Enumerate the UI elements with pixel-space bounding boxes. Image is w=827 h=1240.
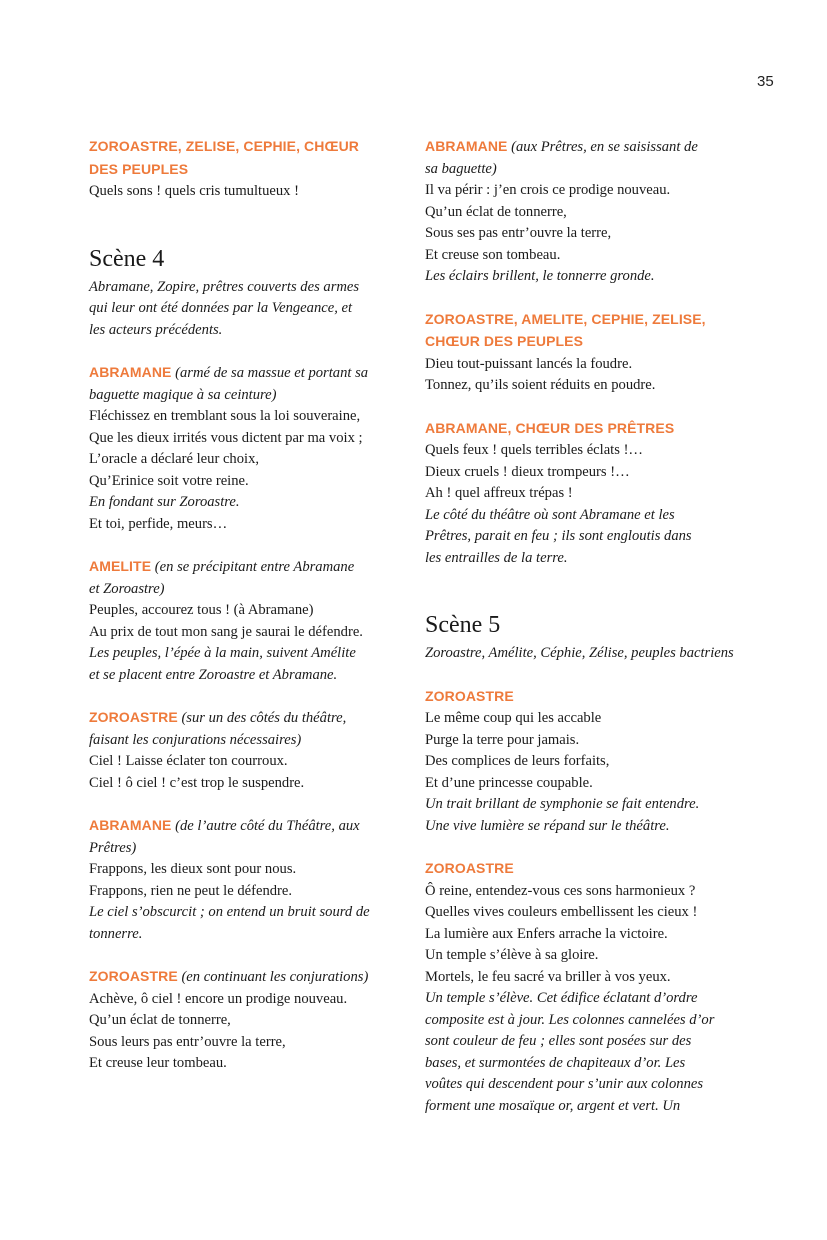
stage-direction-inline: (sur un des côtés du théâtre, [177,710,347,726]
verse-line: Mortels, le feu sacré va briller à vos yeux. [425,968,671,985]
speaker-line [89,556,409,579]
verse-line: L’oracle a déclaré leur choix, [89,451,260,467]
stage-direction: les acteurs précédents. [89,321,223,338]
verse-line: La lumière aux Enfers arrache la victoire. [425,925,668,942]
stage-direction: Une vive lumière se répand sur le théâtre. [425,817,670,834]
verse-line: Quels sons ! quels cris tumultueux ! [89,183,299,199]
speaker-line [89,136,409,159]
speaker-name: ZOROASTRE, AMELITE, CEPHIE, ZELISE, [425,310,706,327]
verse-line: Sous leurs pas entr’ouvre la terre, [89,1033,286,1050]
speaker-line [425,418,755,441]
speaker-line [89,815,409,838]
verse-line: Peuples, accourez tous ! (à Abramane) [89,602,314,618]
speaker-line [425,686,755,709]
verse-line: Et d’une princesse coupable. [425,774,593,791]
stage-direction: voûtes qui descendent pour s’unir aux colonnes [425,1076,704,1092]
stage-direction-inline: (aux Prêtres, en se saisissant de [507,139,698,155]
verse-line: Qu’un éclat de tonnerre, [89,1012,231,1028]
verse-line: Et creuse leur tombeau. [89,1055,227,1071]
page-number: 35 [757,73,774,90]
stage-direction: Un trait brillant de symphonie se fait entendre. [425,796,700,812]
stage-direction: Le côté du théâtre où sont Abramane et les [425,506,675,523]
spacer [425,288,755,309]
speaker-name: ABRAMANE [425,138,508,154]
speaker-name: ZOROASTRE, ZELISE, CEPHIE, CHŒUR [89,138,359,154]
speaker-name: ABRAMANE, CHŒUR DES PRÊTRES [425,419,675,436]
stage-direction: composite est à jour. Les colonnes cannelées d’or [425,1011,715,1028]
speaker-line [425,331,755,354]
verse-line: Dieux cruels ! dieux trompeurs !… [425,463,630,480]
stage-direction: Les éclairs brillent, le tonnerre gronde. [425,268,655,284]
speaker-name: ZOROASTRE [425,687,514,704]
stage-direction: Prêtres, parait en feu ; ils sont engloutis dans [425,528,692,544]
speaker-name: ZOROASTRE [425,860,514,876]
spacer [89,945,409,966]
spacer [89,341,409,362]
speaker-line [425,858,755,881]
spacer [425,837,755,858]
spacer [89,203,409,245]
spacer [425,665,755,686]
left-column [89,136,409,1075]
verse-line: Dieu tout-puissant lancés la foudre. [425,355,633,372]
verse-line: Achève, ô ciel ! encore un prodige nouveau. [89,990,348,1007]
speaker-name: CHŒUR DES PEUPLES [425,333,584,349]
stage-direction: Les peuples, l’épée à la main, suivent Amélite [89,645,356,661]
verse-line: Frappons, les dieux sont pour nous. [89,861,297,877]
verse-line: Des complices de leurs forfaits, [425,753,610,769]
stage-direction: Prêtres) [89,839,137,856]
speaker-name: AMELITE [89,558,152,574]
speaker-line [89,159,409,182]
stage-direction-inline: (en continuant les conjurations) [177,969,369,985]
verse-line: Ciel ! Laisse éclater ton courroux. [89,753,288,769]
verse-line: Tonnez, qu’ils soient réduits en poudre. [425,377,656,393]
verse-line: Sous ses pas entr’ouvre la terre, [425,225,612,241]
stage-direction: sa baguette) [425,160,497,177]
verse-line: Il va périr : j’en crois ce prodige nouveau. [425,182,671,198]
verse-line: Quels feux ! quels terribles éclats !… [425,442,644,458]
verse-line: Un temple s’élève à sa gloire. [425,947,599,963]
verse-line: Ciel ! ô ciel ! c’est trop le suspendre. [89,774,305,791]
verse-line: Et creuse son tombeau. [425,246,561,263]
verse-line: Qu’un éclat de tonnerre, [425,203,567,220]
stage-direction-inline: (en se précipitant entre Abramane [151,559,355,575]
speaker-line [425,136,755,159]
right-column [425,136,755,1117]
verse-line: Le même coup qui les accable [425,710,602,726]
verse-line: Ah ! quel affreux trépas ! [425,485,573,501]
stage-direction: Abramane, Zopire, prêtres couverts des armes [89,278,360,295]
stage-direction: et se placent entre Zoroastre et Abramane. [89,666,338,683]
speaker-line [89,362,409,385]
stage-direction: tonnerre. [89,925,143,942]
stage-direction: les entrailles de la terre. [425,549,568,566]
stage-direction: Le ciel s’obscurcit ; on entend un bruit sourd de [89,904,370,920]
stage-direction: Un temple s’élève. Cet édifice éclatant d’ordre [425,990,698,1006]
stage-direction: forment une mosaïque or, argent et vert. Un [425,1097,681,1114]
stage-direction: qui leur ont été données par la Vengeance, et [89,300,353,316]
spacer [425,569,755,611]
speaker-name: ABRAMANE [89,817,172,833]
speaker-line [89,966,409,989]
scene-heading: Scène 4 [89,245,165,272]
verse-line: Ô reine, entendez-vous ces sons harmonieux ? [425,882,696,899]
stage-direction-inline: (armé de sa massue et portant sa [171,365,369,381]
spacer [89,535,409,556]
verse-line: Frappons, rien ne peut le défendre. [89,882,293,899]
stage-direction: et Zoroastre) [89,580,165,597]
verse-line: Au prix de tout mon sang je saurai le défendre. [89,623,363,640]
stage-direction: Zoroastre, Amélite, Céphie, Zélise, peuples bactriens [425,645,734,661]
spacer [425,397,755,418]
verse-line: Quelles vives couleurs embellissent les cieux ! [425,904,698,920]
stage-direction: baguette magique à sa ceinture) [89,386,277,403]
speaker-name: ZOROASTRE [89,968,178,984]
verse-line: Que les dieux irrités vous dictent par ma voix ; [89,429,363,446]
spacer [89,794,409,815]
spacer [89,686,409,707]
verse-line: Et toi, perfide, meurs… [89,515,228,532]
stage-direction-inline: (de l’autre côté du Théâtre, aux [171,818,360,834]
speaker-line [425,309,755,332]
stage-direction: En fondant sur Zoroastre. [89,494,240,510]
verse-line: Fléchissez en tremblant sous la loi souveraine, [89,408,361,424]
scene-heading: Scène 5 [425,612,501,638]
verse-line: Qu’Erinice soit votre reine. [89,472,249,489]
stage-direction: faisant les conjurations nécessaires) [89,731,302,748]
verse-line: Purge la terre pour jamais. [425,731,580,748]
stage-direction: bases, et surmontées de chapiteaux d’or. Les [425,1054,686,1071]
speaker-name: ZOROASTRE [89,709,178,725]
speaker-name: ABRAMANE [89,364,172,380]
stage-direction: sont couleur de feu ; elles sont posées sur des [425,1033,692,1049]
speaker-name: DES PEUPLES [89,160,189,177]
speaker-line [89,707,409,730]
